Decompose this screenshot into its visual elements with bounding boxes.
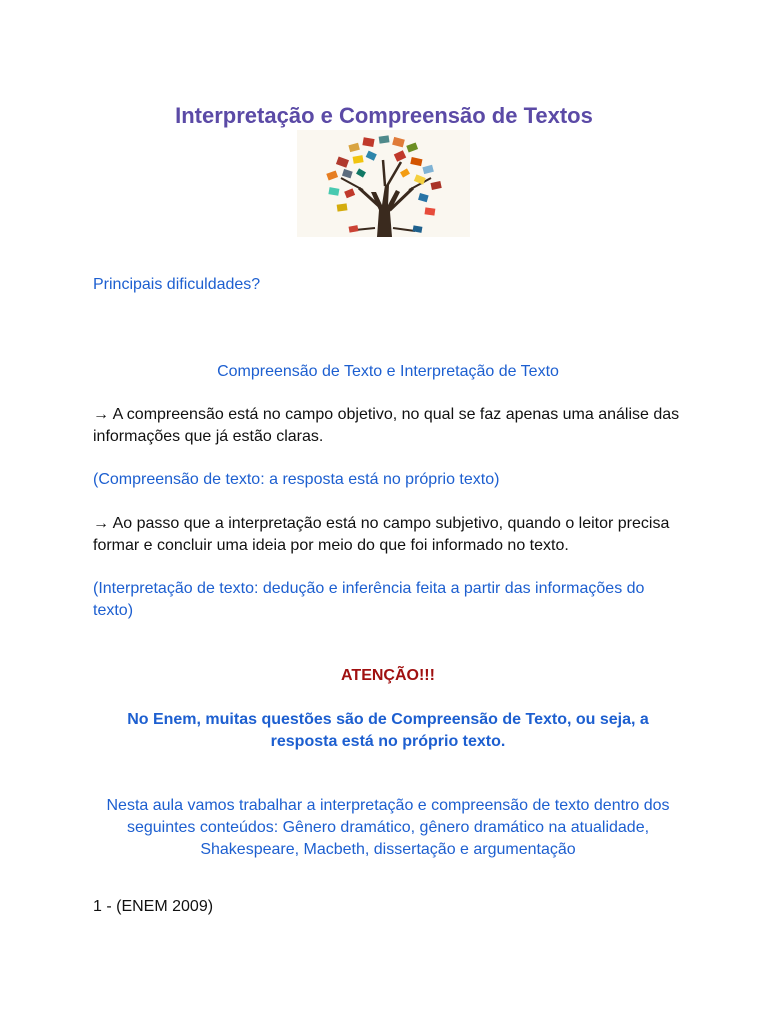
question-heading: Principais dificuldades? bbox=[93, 276, 261, 293]
page-title: Interpretação e Compreensão de Textos bbox=[175, 102, 593, 128]
note-comprehension: (Compreensão de texto: a resposta está no próprio texto) bbox=[93, 471, 500, 488]
lesson-scope: Nesta aula vamos trabalhar a interpretação e compreensão de texto dentro dos seguintes conteúdos: Gênero dramático, gênero dramático na atualidade, Shakespeare, Macbeth, dissertação e argumentação bbox=[106, 797, 670, 858]
section-subheading: Compreensão de Texto e Interpretação de Texto bbox=[217, 363, 559, 380]
note-interpretation: (Interpretação de texto: dedução e inferência feita a partir das informações do texto) bbox=[93, 580, 645, 619]
paragraph-interpretation: → Ao passo que a interpretação está no campo subjetivo, quando o leitor precisa formar e concluir uma ideia por meio do que foi informado no texto. bbox=[93, 515, 670, 554]
attention-label: ATENÇÃO!!! bbox=[341, 667, 435, 684]
book-tree-icon bbox=[297, 130, 470, 237]
enem-highlight: No Enem, muitas questões são de Compreensão de Texto, ou seja, a resposta está no próprio texto. bbox=[127, 711, 649, 750]
question-label: 1 - (ENEM 2009) bbox=[93, 898, 214, 915]
paragraph-comprehension: → A compreensão está no campo objetivo, no qual se faz apenas uma análise das informações que já estão claras. bbox=[93, 406, 680, 445]
